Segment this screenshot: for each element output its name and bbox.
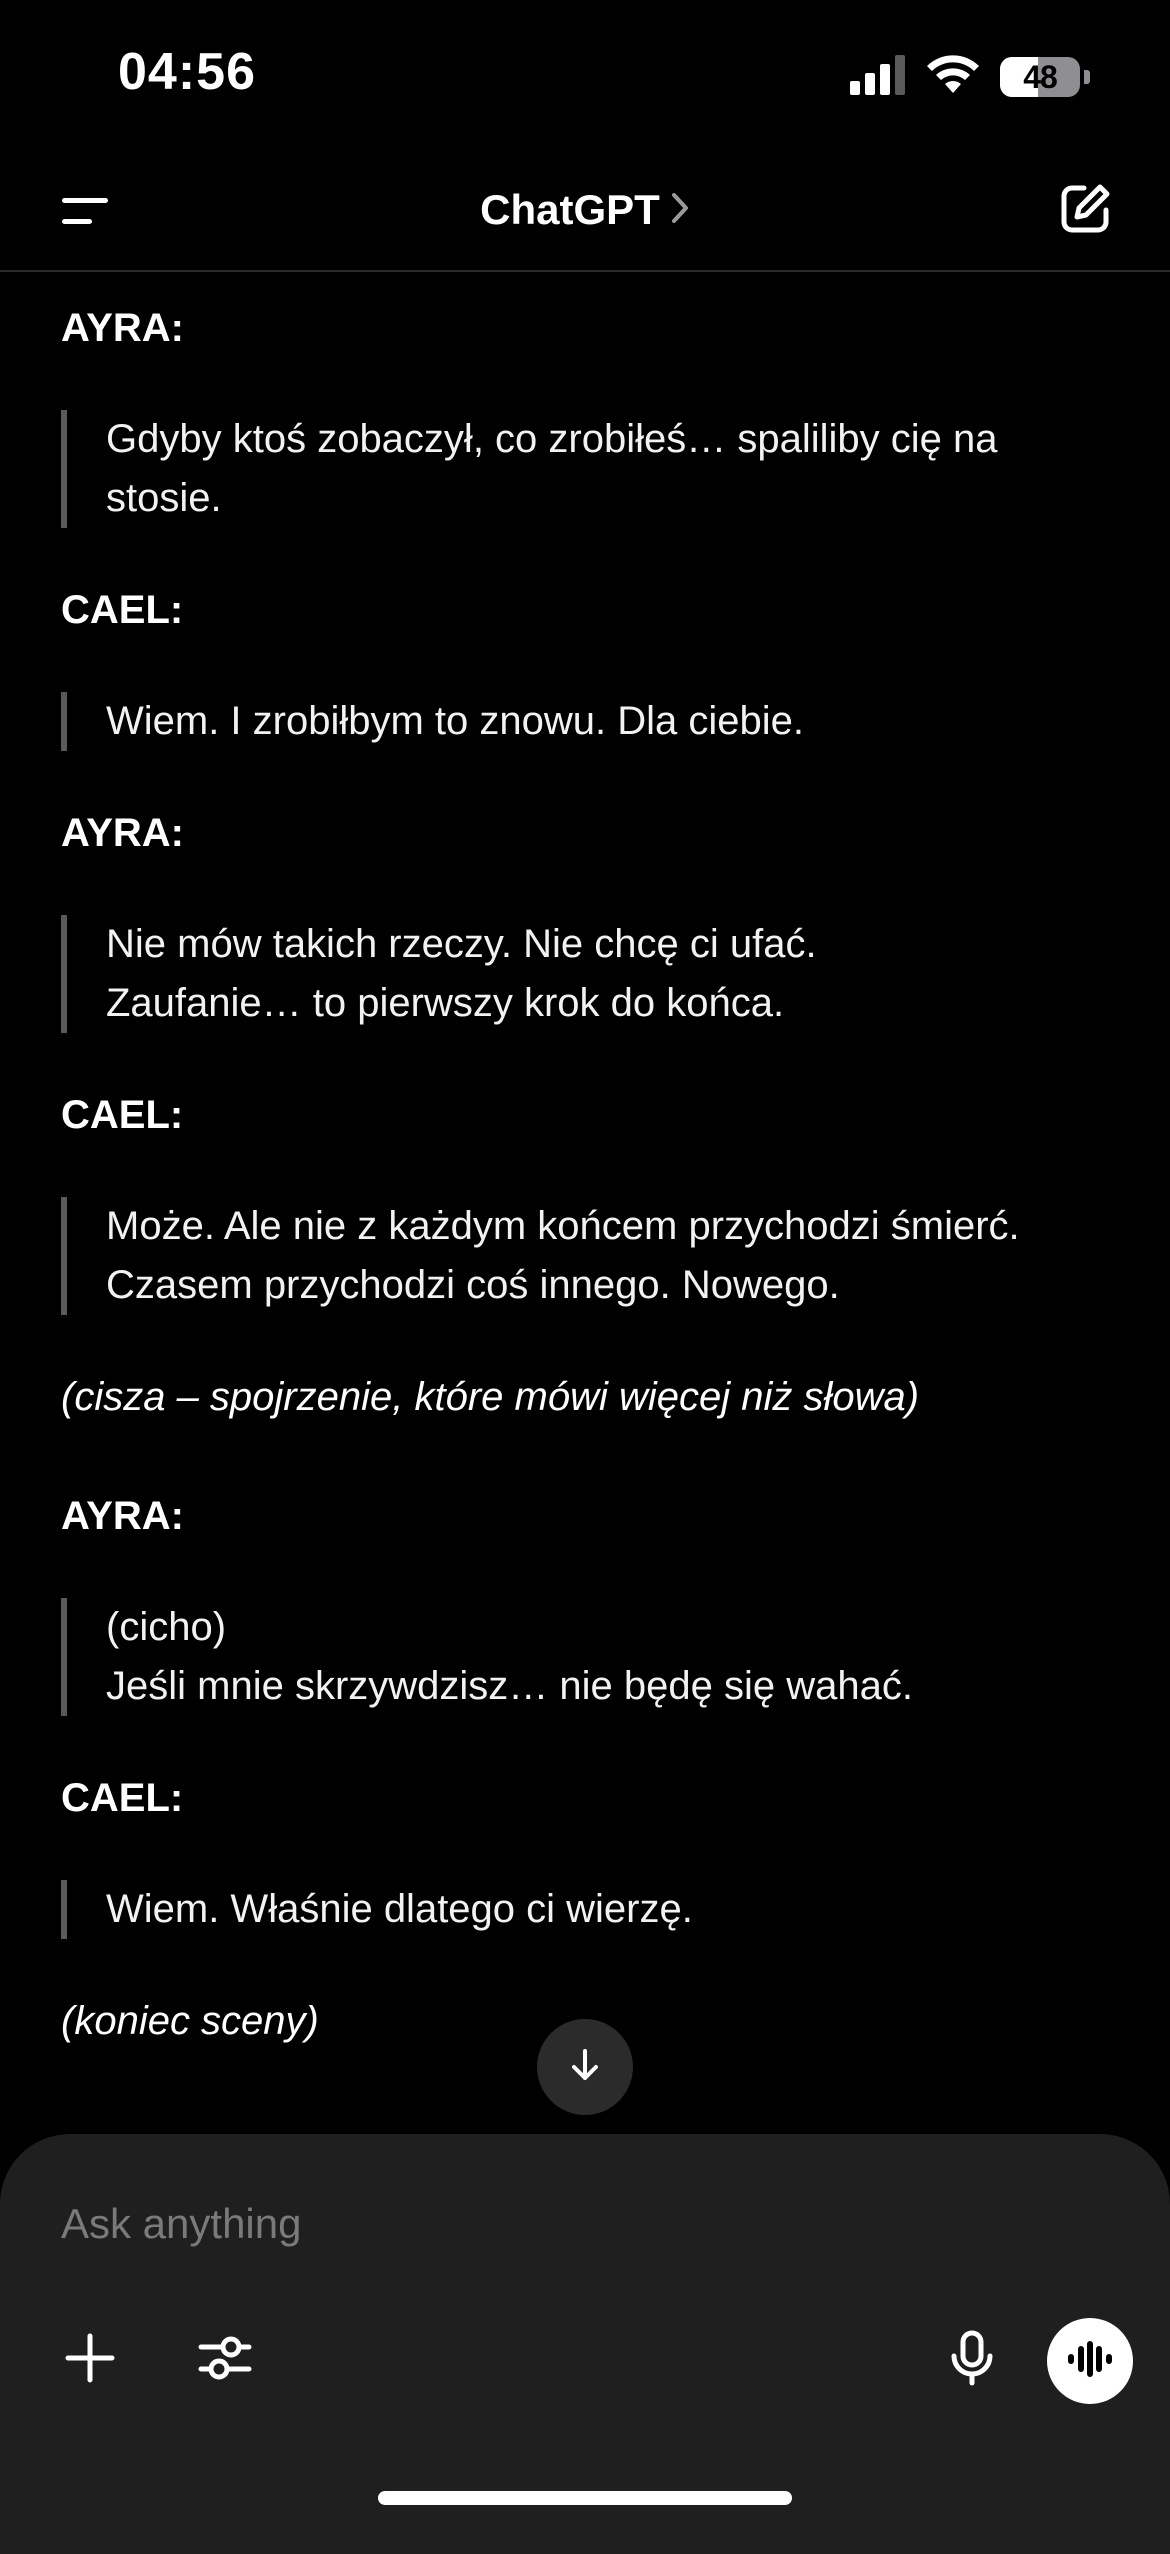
- battery-nub: [1084, 70, 1090, 84]
- dialogue-quote: [61, 915, 1121, 1033]
- battery-icon: [1000, 57, 1080, 97]
- dialogue-line: Może. Ale nie z każdym końcem przychodzi śmierć.: [106, 1204, 1020, 1248]
- tools-button[interactable]: [185, 2320, 265, 2400]
- dialogue-line: Gdyby ktoś zobaczył, co zrobiłeś… spaliliby cię na: [106, 417, 998, 461]
- dialogue-quote: [61, 1598, 1121, 1716]
- dialogue-line: Wiem. Właśnie dlatego ci wierzę.: [106, 1887, 693, 1931]
- new-chat-button[interactable]: [1052, 178, 1118, 244]
- compose-icon: [1058, 182, 1112, 241]
- speaker-label: AYRA:: [61, 1494, 184, 1538]
- home-indicator[interactable]: [378, 2491, 792, 2505]
- page-title: ChatGPT: [480, 186, 660, 233]
- model-selector[interactable]: [0, 150, 1170, 270]
- scroll-down-button[interactable]: [537, 2019, 633, 2115]
- stage-direction: (cisza – spojrzenie, które mówi więcej niż słowa): [61, 1375, 920, 1419]
- nav-bar: [0, 150, 1170, 272]
- microphone-icon: [948, 2330, 996, 2391]
- attach-button[interactable]: [50, 2320, 130, 2400]
- speaker-label: AYRA:: [61, 811, 184, 855]
- battery-level-text: 48: [1023, 58, 1057, 95]
- dialogue-line: Zaufanie… to pierwszy krok do końca.: [106, 981, 785, 1025]
- microphone-button[interactable]: [932, 2320, 1012, 2400]
- wifi-icon: [926, 55, 980, 100]
- dialogue-quote: [61, 410, 1121, 528]
- chevron-right-icon: [670, 191, 690, 230]
- dialogue-quote: [61, 1197, 1121, 1315]
- dialogue-line: Czasem przychodzi coś innego. Nowego.: [106, 1263, 840, 1307]
- arrow-down-icon: [565, 2045, 605, 2090]
- plus-icon: [63, 2331, 117, 2390]
- status-icons: [850, 52, 1090, 102]
- cellular-signal-icon: [850, 55, 906, 100]
- dialogue-quote: [61, 1880, 1121, 1939]
- conversation-message: [61, 280, 1121, 2130]
- dialogue-line: Jeśli mnie skrzywdzisz… nie będę się wahać.: [106, 1664, 913, 1708]
- status-time: 04:56: [118, 43, 256, 101]
- voice-mode-button[interactable]: [1047, 2318, 1133, 2404]
- dialogue-quote: [61, 692, 1121, 751]
- dialogue-line: Wiem. I zrobiłbym to znowu. Dla ciebie.: [106, 699, 805, 743]
- speaker-label: CAEL:: [61, 1093, 184, 1137]
- stage-direction: (koniec sceny): [61, 1999, 319, 2043]
- status-bar: [0, 0, 1170, 150]
- sliders-icon: [197, 2331, 253, 2390]
- dialogue-line: Nie mów takich rzeczy. Nie chcę ci ufać.: [106, 922, 817, 966]
- speaker-label: CAEL:: [61, 588, 184, 632]
- message-input[interactable]: [61, 2194, 1061, 2254]
- speaker-label: AYRA:: [61, 306, 184, 350]
- dialogue-line: (cicho): [106, 1605, 227, 1649]
- voice-waveform-icon: [1066, 2339, 1114, 2384]
- speaker-label: CAEL:: [61, 1776, 184, 1820]
- dialogue-line: stosie.: [106, 476, 222, 520]
